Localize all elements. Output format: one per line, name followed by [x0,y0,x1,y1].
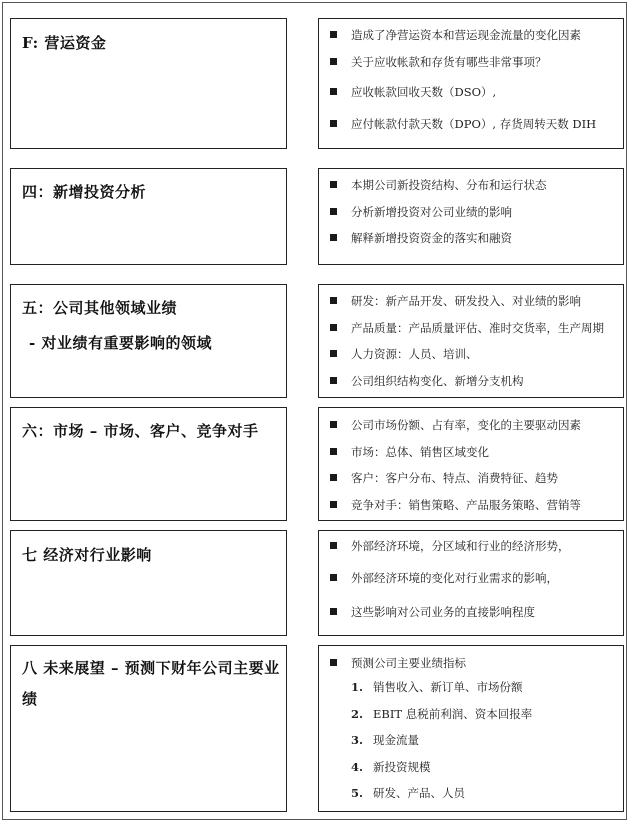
bullet-item: 这些影响对公司业务的直接影响程度 [329,604,619,620]
bullet-square-icon [330,88,337,95]
bullet-item: 关于应收帐款和存货有哪些非常事项？ [329,54,619,84]
bullet-item: 竞争对手：销售策略、产品服务策略、营销等 [329,497,619,513]
section-8-bullets-box [318,645,624,812]
numbered-item: 2. EBIT 息税前利润、资本回报率 [351,706,533,721]
bullet-square-icon [330,659,337,666]
bullet-square-icon [330,208,337,215]
numbered-item: 3. 现金流量 [351,733,419,747]
section-6-title-box [10,407,287,521]
bullet-square-icon [330,58,337,65]
bullet-square-icon [330,234,337,241]
section-5-bullets-box [318,284,624,398]
bullet-item: 产品质量：产品质量评估、准时交货率，生产周期 [329,320,619,347]
section-4-title-box [10,168,287,265]
section-4-bullet-list [329,177,619,246]
bullet-item: 公司组织结构变化、新增分支机构 [329,373,619,389]
bullet-square-icon [330,542,337,549]
section-8-title-box [10,645,287,812]
bullet-square-icon [330,421,337,428]
bullet-square-icon [330,297,337,304]
section-5-subtitle: - 对业绩有重要影响的领域 [29,334,212,352]
numbered-item: 5. 研发、产品、人员 [351,786,465,800]
bullet-square-icon [330,377,337,384]
section-5-bullet-list [329,293,619,389]
bullet-square-icon [330,31,337,38]
section-4-title: 四：新增投资分析 [22,183,147,201]
bullet-item: 解释新增投资资金的落实和融资 [329,230,619,246]
section-7-title-box [10,530,287,636]
section-6-bullet-list [329,417,619,513]
bullet-square-icon [330,501,337,508]
bullet-square-icon [330,350,337,357]
bullet-item: 研发：新产品开发、研发投入、对业绩的影响 [329,293,619,320]
section-4-bullets-box [318,168,624,265]
section-8-bullet-list [329,655,619,671]
bullet-item: 造成了净营运资本和营运现金流量的变化因素 [329,27,619,54]
section-5-title-box [10,284,287,398]
section-7-title: 七 经济对行业影响 [22,546,152,564]
section-7-bullet-list [329,538,619,620]
section-7-bullets-box [318,530,624,636]
bullet-square-icon [330,608,337,615]
bullet-item: 市场：总体、销售区域变化 [329,444,619,471]
bullet-item: 外部经济环境的变化对行业需求的影响， [329,570,619,604]
bullet-item: 应付帐款付款天数（DPO）, 存货周转天数 DIH [329,116,619,132]
bullet-item: 人力资源：人员、培训、 [329,346,619,373]
bullet-square-icon [330,181,337,188]
section-f-title: F: 营运资金 [22,34,107,52]
bullet-square-icon [330,120,337,127]
section-f-title-box [10,18,287,149]
forecast-numbered-list [351,679,532,812]
section-f-bullets-box [318,18,624,149]
section-6-title: 六：市场 – 市场、客户、竞争对手 [22,422,259,440]
bullet-item: 外部经济环境，分区域和行业的经济形势， [329,538,619,570]
section-f-bullet-list [329,27,619,132]
section-6-bullets-box [318,407,624,521]
numbered-item: 4. 新投资规模 [351,759,431,774]
bullet-item: 应收帐款回收天数（DSO）, [329,84,619,116]
bullet-square-icon [330,574,337,581]
bullet-square-icon [330,474,337,481]
bullet-item: 公司市场份额、占有率，变化的主要驱动因素 [329,417,619,444]
bullet-item: 预测公司主要业绩指标 [329,655,619,671]
section-5-title: 五：公司其他领域业绩 [22,299,178,317]
bullet-item: 本期公司新投资结构、分布和运行状态 [329,177,619,204]
bullet-item: 客户：客户分布、特点、消费特征、趋势 [329,470,619,497]
bullet-item: 分析新增投资对公司业绩的影响 [329,204,619,231]
section-8-title: 八 未来展望 – 预测下财年公司主要业绩 [22,659,280,708]
numbered-item: 1. 销售收入、新订单、市场份额 [351,680,523,694]
bullet-square-icon [330,324,337,331]
bullet-square-icon [330,448,337,455]
